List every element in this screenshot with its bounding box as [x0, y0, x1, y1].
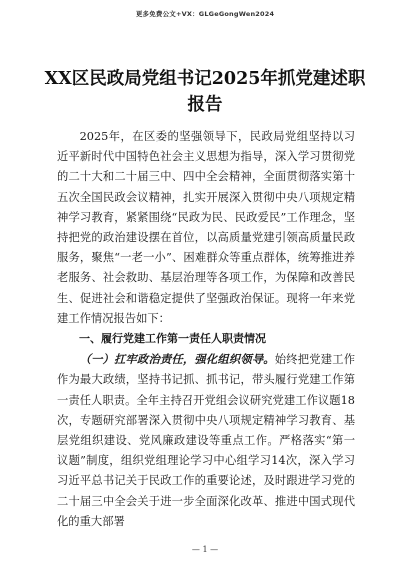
- subsection-heading: （一）扛牢政治责任，强化组织领导。: [79, 352, 275, 367]
- section-heading: 一、履行党建工作第一责任人职责情况: [79, 332, 266, 346]
- intro-paragraph: 2025年，在区委的坚强领导下，民政局党组坚持以习近平新时代中国特色社会主义思想为指导，深入学习贯彻党的二十大和二十届三中、四中全会精神，全面贯彻落实第十五次全国民政会议精神，扎实开展深入贯彻中央八项规定精神学习教育，紧紧围绕“民政为民、民政爱民”工作理念，坚持把党的政治建设摆在首位，以高质量党建引领高质量民政服务，聚焦“一老一小”、困难群众等重点群体，统筹推进养老服务、社会救助、基层治理等各项工作，为保障和改善民生、促进社会和谐稳定提供了坚强政治保证。现将一年来党建工作情况报告如下：: [57, 130, 355, 325]
- page-number: — 1 —: [191, 545, 219, 554]
- header-note: 更多免费公文+VX：GLGeGongWen2024: [135, 10, 275, 18]
- document-title: XX区民政局党组书记2025年抓党建述职报告: [44, 69, 366, 115]
- document-body: [57, 127, 355, 532]
- subsection-text: 始终把党建工作作为最大政绩，坚持书记抓、抓书记，带头履行党建工作第一责任人职责。全年主持召开党组会议研究党建工作议题18次，专题研究部署深入贯彻中央八项规定精神学习教育、基层党组织建设、党风廉政建设等重点工作。严格落实“第一议题”制度，组织党组理论学习中心组学习14次，深入学习习近平总书记关于民政工作的重要论述，及时跟进学习党的二十届三中全会关于进一步全面深化改革、推进中国式现代化的重大部署: [57, 353, 355, 528]
- subsection-paragraph: [57, 349, 355, 532]
